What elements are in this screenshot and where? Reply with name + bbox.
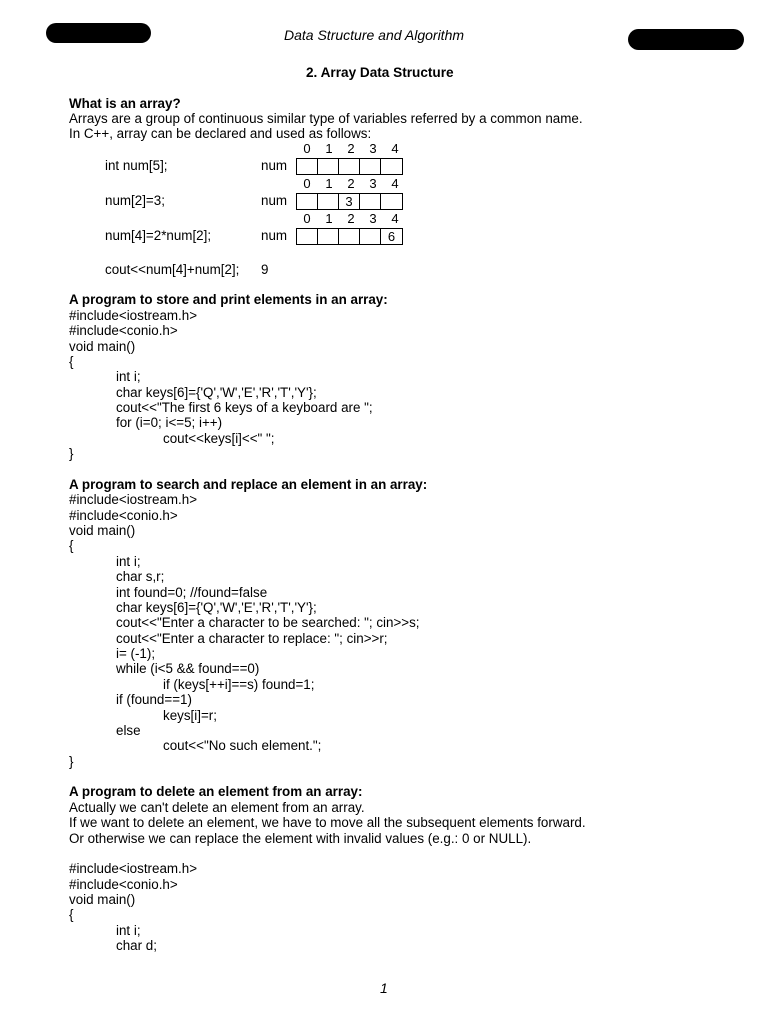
array-cell — [381, 159, 402, 174]
code-line: char keys[6]={'Q','W','E','R','T','Y'}; — [116, 600, 317, 615]
code-line: #include<conio.h> — [69, 877, 178, 892]
code-line: void main() — [69, 339, 136, 354]
index-label: 0 — [303, 211, 311, 226]
index-label: 4 — [391, 176, 399, 191]
code-line: void main() — [69, 523, 136, 538]
array-label: num — [261, 193, 288, 208]
array-label: num — [261, 158, 288, 173]
index-label: 3 — [369, 211, 377, 226]
code-line: keys[i]=r; — [163, 708, 217, 723]
array-code: num[4]=2*num[2]; — [105, 228, 212, 243]
index-label: 3 — [369, 141, 377, 156]
code-line: cout<<keys[i]<<" "; — [163, 431, 275, 446]
code-line: cout<<"No such element."; — [163, 738, 322, 753]
code-line: { — [69, 538, 74, 553]
index-label: 4 — [391, 141, 399, 156]
index-label: 1 — [325, 176, 333, 191]
array-cell — [318, 229, 339, 244]
code-line: i= (-1); — [116, 646, 156, 661]
code-line: char d; — [116, 938, 157, 953]
array-indices — [296, 141, 406, 157]
code-line: char s,r; — [116, 569, 165, 584]
index-label: 0 — [303, 176, 311, 191]
index-label: 3 — [369, 176, 377, 191]
array-cell — [297, 159, 318, 174]
index-label: 4 — [391, 211, 399, 226]
code-line: } — [69, 446, 74, 461]
cout-code: cout<<num[4]+num[2]; — [105, 262, 240, 277]
array-code: int num[5]; — [105, 158, 168, 173]
code-line: int i; — [116, 554, 141, 569]
code-line: #include<conio.h> — [69, 323, 178, 338]
array-cell — [318, 194, 339, 209]
section1-line1: Arrays are a group of continuous similar type of variables referred by a common name. — [69, 111, 583, 126]
index-label: 1 — [325, 141, 333, 156]
section3-heading: A program to search and replace an element in an array: — [69, 477, 428, 492]
section1-heading: What is an array? — [69, 96, 181, 111]
array-cell: 3 — [339, 194, 360, 209]
section1-line2: In C++, array can be declared and used as follows: — [69, 126, 372, 141]
section4-heading: A program to delete an element from an array: — [69, 784, 363, 799]
code-line: cout<<"Enter a character to be searched: "; cin>>s; — [116, 615, 420, 630]
array-label: num — [261, 228, 288, 243]
redacted-mark-left — [46, 23, 151, 43]
code-line: if (keys[++i]==s) found=1; — [163, 677, 315, 692]
code-line: void main() — [69, 892, 136, 907]
array-cell — [360, 159, 381, 174]
array-cell — [297, 229, 318, 244]
code-line: { — [69, 354, 74, 369]
index-label: 0 — [303, 141, 311, 156]
code-line: #include<iostream.h> — [69, 861, 198, 876]
array-cell: 6 — [387, 229, 396, 244]
array-cells — [296, 228, 403, 245]
array-cell — [339, 159, 360, 174]
section4-text: Or otherwise we can replace the element with invalid values (e.g.: 0 or NULL). — [69, 831, 532, 846]
array-cells — [296, 193, 403, 210]
redacted-mark-right — [628, 29, 744, 50]
index-label: 2 — [347, 211, 355, 226]
code-line: #include<conio.h> — [69, 508, 178, 523]
code-line: cout<<"Enter a character to replace: "; cin>>r; — [116, 631, 388, 646]
array-indices — [296, 176, 406, 192]
code-line: #include<iostream.h> — [69, 492, 198, 507]
cout-result: 9 — [261, 262, 269, 277]
code-line: } — [69, 754, 74, 769]
code-line: { — [69, 907, 74, 922]
array-cell — [381, 194, 402, 209]
page-number: 1 — [380, 980, 388, 996]
index-label: 1 — [325, 211, 333, 226]
section4-text: If we want to delete an element, we have to move all the subsequent elements forward. — [69, 815, 586, 830]
code-line: if (found==1) — [116, 692, 192, 707]
code-line: int found=0; //found=false — [116, 585, 268, 600]
code-line: for (i=0; i<=5; i++) — [116, 415, 223, 430]
code-line: #include<iostream.h> — [69, 308, 198, 323]
header-title: Data Structure and Algorithm — [284, 27, 465, 43]
array-cells — [296, 158, 403, 175]
code-line: cout<<"The first 6 keys of a keyboard are "; — [116, 400, 373, 415]
index-label: 2 — [347, 141, 355, 156]
code-line: else — [116, 723, 141, 738]
array-cell — [360, 194, 381, 209]
section4-text: Actually we can't delete an element from an array. — [69, 800, 365, 815]
chapter-title: 2. Array Data Structure — [306, 65, 454, 80]
array-code: num[2]=3; — [105, 193, 165, 208]
code-line: int i; — [116, 923, 141, 938]
code-line: int i; — [116, 369, 141, 384]
array-cell — [339, 229, 360, 244]
section2-heading: A program to store and print elements in an array: — [69, 292, 388, 307]
index-label: 2 — [347, 176, 355, 191]
array-cell — [297, 194, 318, 209]
array-cell — [318, 159, 339, 174]
array-indices — [296, 211, 406, 227]
code-line: char keys[6]={'Q','W','E','R','T','Y'}; — [116, 385, 317, 400]
code-line: while (i<5 && found==0) — [116, 661, 260, 676]
array-cell — [360, 229, 381, 244]
